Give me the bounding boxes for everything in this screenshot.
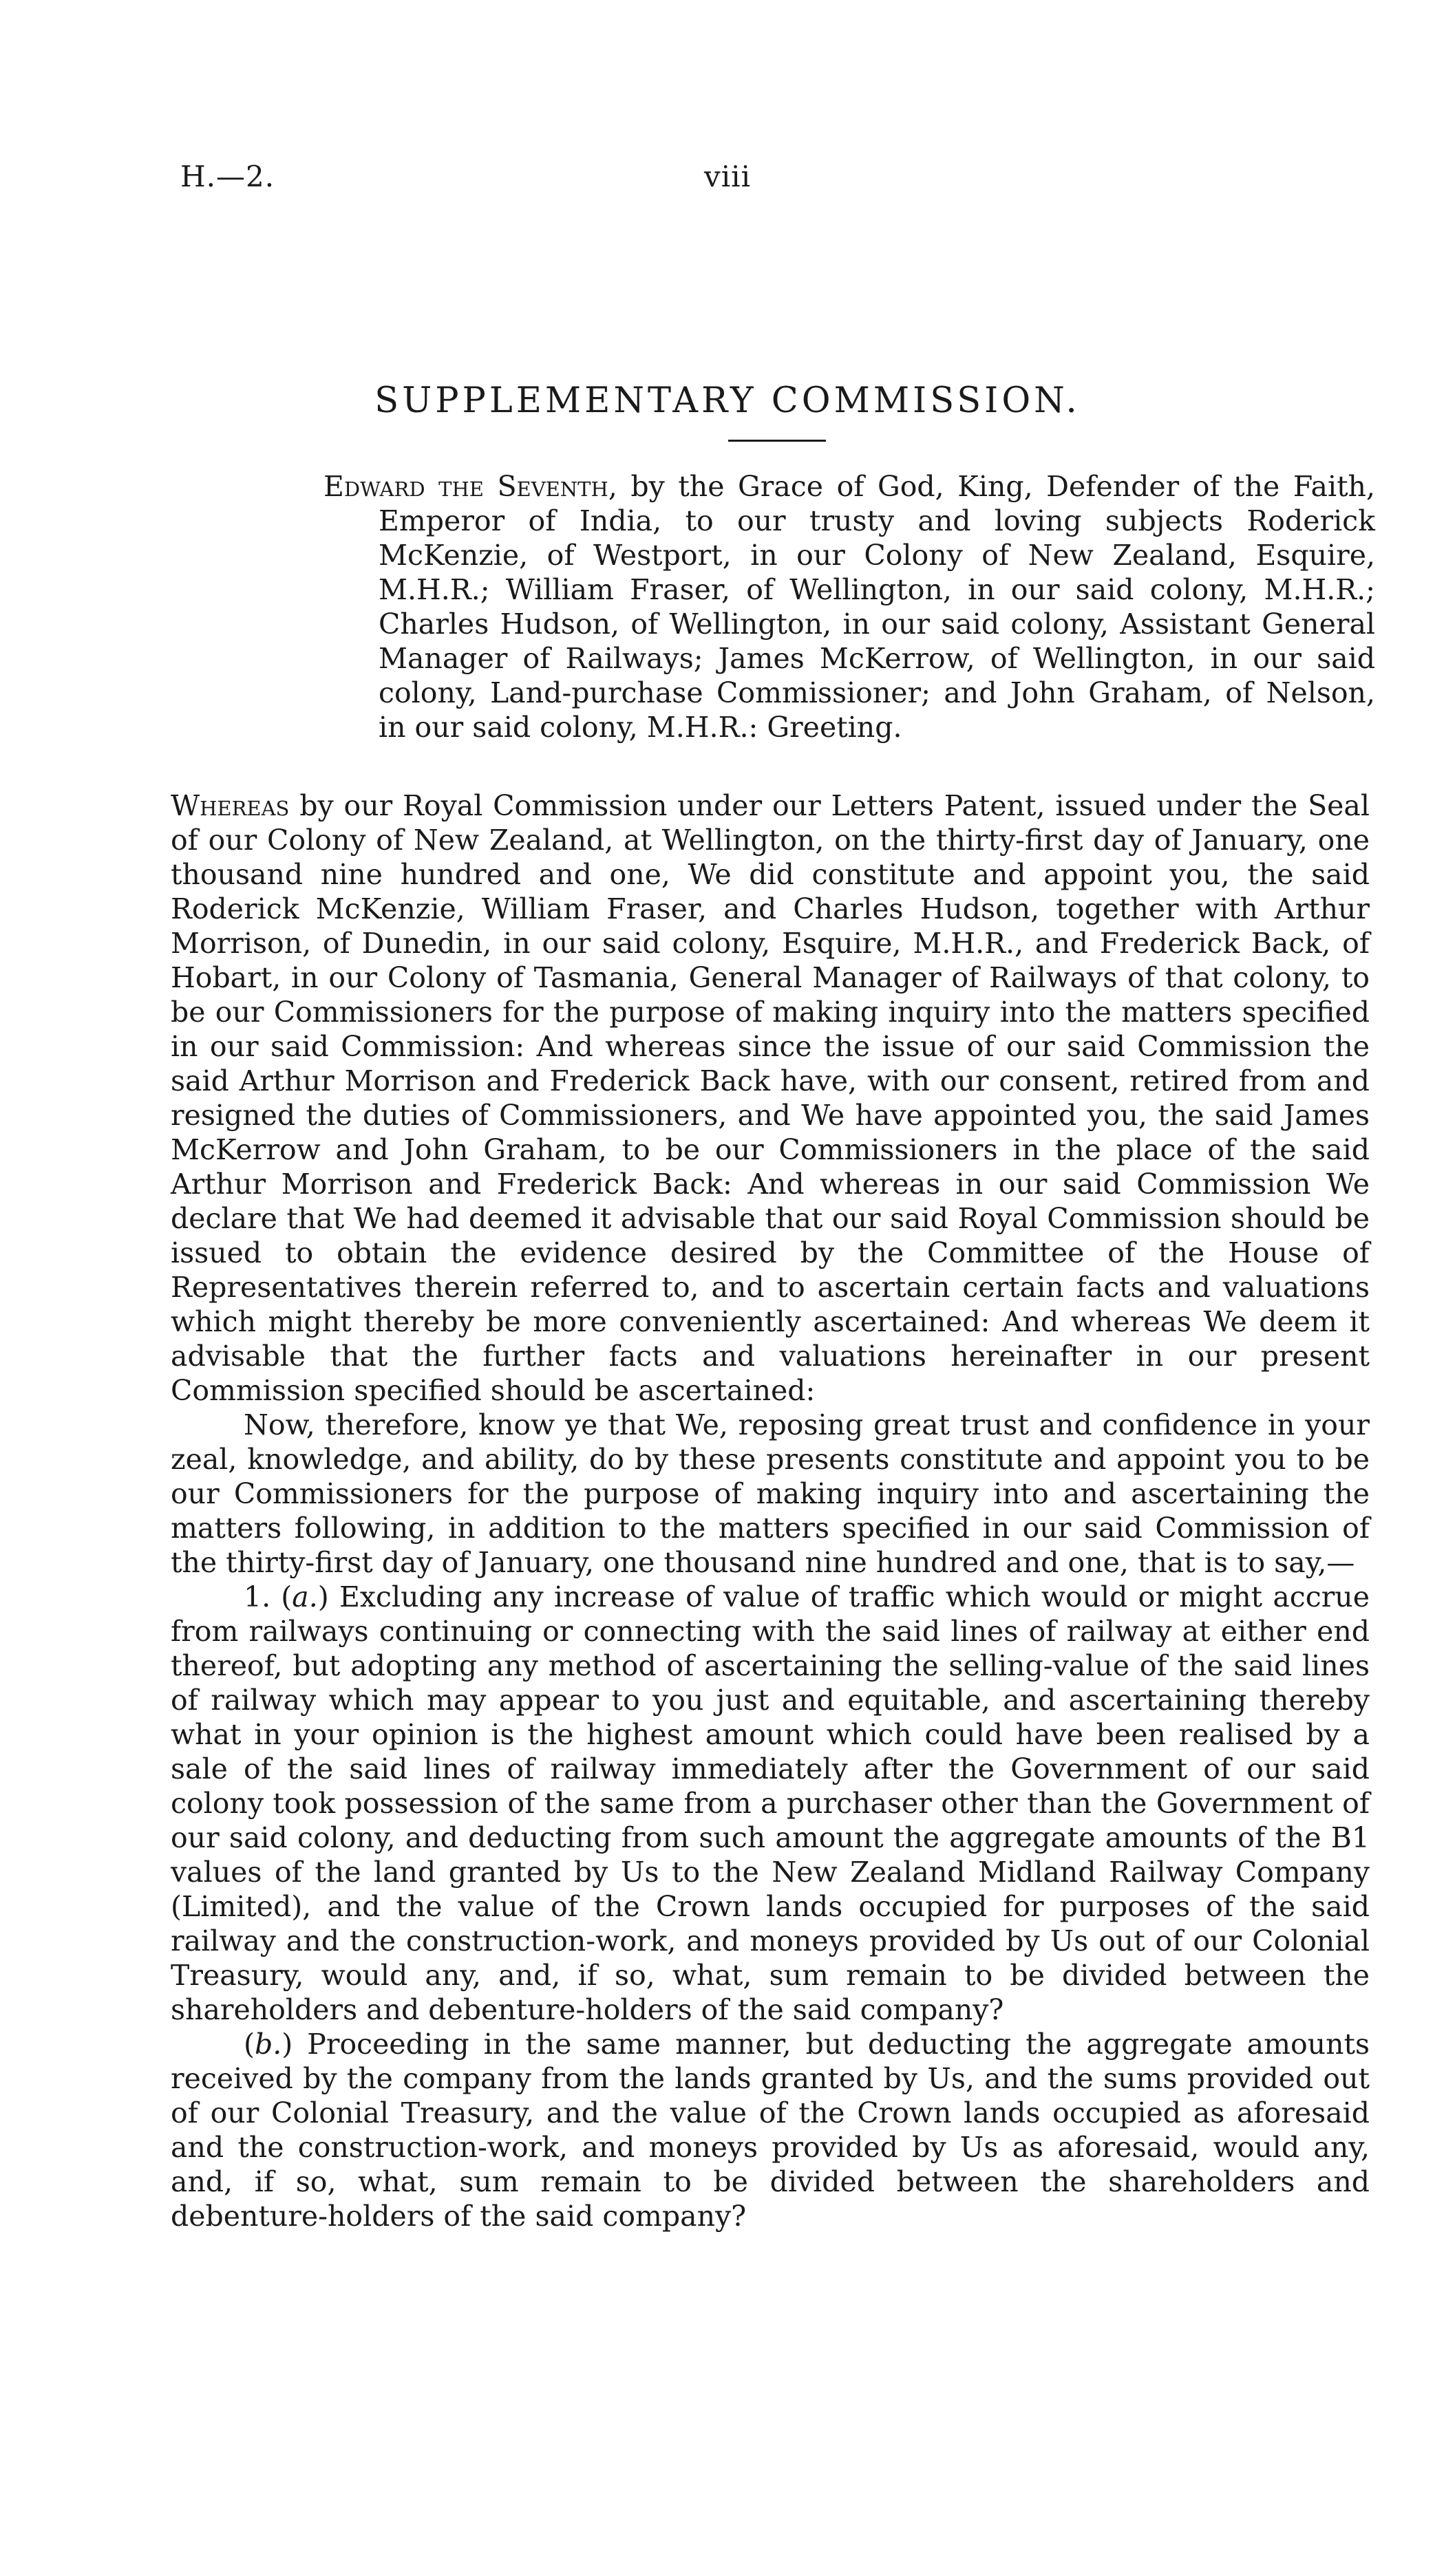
item-b-open: (: [244, 2028, 255, 2061]
item-b-text: ) Proceeding in the same manner, but deducting the aggregate amounts received by the company from the lands granted by Us, and the sums provided out of our Colonial Treasury, and the value of the Crown lands occupied as aforesaid and the construction-work, and moneys provided by Us as aforesaid, would any, and, if so, what, sum remain to be divided between the shareholders and debenture-holders of the said company?: [171, 2028, 1370, 2233]
now-therefore-paragraph: Now, therefore, know ye that We, reposing great trust and confidence in your zeal, knowledge, and ability, do by these presents constitute and appoint you to be our Commissioners for the purpose of making inquiry into and ascertaining the matters following, in addition to the matters specified in our said Commission of the thirty-first day of January, one thousand nine hundred and one, that is to say,—: [171, 1408, 1370, 1579]
address-opening: Edward the Seventh: [323, 470, 608, 503]
item-a-text: ) Excluding any increase of value of traffic which would or might accrue from railways continuing or connecting with the said lines of railway at either end thereof, but adopting any method of ascertaining the selling-value of the said lines of railway which may appear to you just and equitable, and ascertaining thereby what in your opinion is the highest amount which could have been realised by a sale of the said lines of railway immediately after the Government of our said colony took possession of the same from a purchaser other than the Government of our said colony, and deducting from such amount the aggregate amounts of the B1 values of the land granted by Us to the New Zealand Midland Railway Company (Limited), and the value of the Crown lands occupied for purposes of the said railway and the construction-work, and moneys provided by Us out of our Colonial Treasury, would any, and, if so, what, sum remain to be divided between the shareholders and debenture-holders of the said company?: [171, 1580, 1370, 2026]
page-title: SUPPLEMENTARY COMMISSION.: [374, 380, 1081, 421]
whereas-paragraph: [171, 788, 1370, 1408]
commission-body: [171, 788, 1370, 2233]
item-b-paragraph: [171, 2027, 1370, 2233]
royal-address: [323, 469, 1375, 744]
item-b-letter: b.: [255, 2028, 282, 2061]
item-a-number: 1. (: [244, 1580, 293, 1613]
address-text: , by the Grace of God, King, Defender of the Faith, Emperor of India, to our trusty and loving subjects Roderick McKenzie, of Westport, in our Colony of New Zealand, Esquire, M.H.R.; William Fraser, of Wellington, in our said colony, M.H.R.; Charles Hudson, of Wellington, in our said colony, Assistant General Manager of Railways; James McKerrow, of Wellington, in our said colony, Land-purchase Commissioner; and John Graham, of Nelson, in our said colony, M.H.R.: Greeting.: [379, 470, 1375, 744]
whereas-opening: Whereas: [171, 789, 290, 822]
page-number: viii: [703, 160, 752, 193]
whereas-text: by our Royal Commission under our Letters Patent, issued under the Seal of our Colony of New Zealand, at Wellington, on the thirty-first day of January, one thousand nine hundred and one, We did constitute and appoint you, the said Roderick McKenzie, William Fraser, and Charles Hudson, together with Arthur Morrison, of Dunedin, in our said colony, Esquire, M.H.R., and Frederick Back, of Hobart, in our Colony of Tasmania, General Manager of Railways of that colony, to be our Commissioners for the purpose of making inquiry into the matters specified in our said Commission: And whereas since the issue of our said Commission the said Arthur Morrison and Frederick Back have, with our consent, retired from and resigned the duties of Commissioners, and We have appointed you, the said James McKerrow and John Graham, to be our Commissioners in the place of the said Arthur Morrison and Frederick Back: And whereas in our said Commission We declare that We had deemed it advisable that our said Royal Commission should be issued to obtain the evidence desired by the Committee of the House of Representatives therein referred to, and to ascertain certain facts and valuations which might thereby be more conveniently ascertained: And whereas We deem it advisable that the further facts and valuations hereinafter in our present Commission specified should be ascertained:: [171, 789, 1370, 1407]
document-reference: H.—2.: [180, 160, 275, 193]
item-a-letter: a.: [292, 1580, 318, 1613]
item-a-paragraph: [171, 1580, 1370, 2027]
title-underline: [728, 440, 826, 442]
